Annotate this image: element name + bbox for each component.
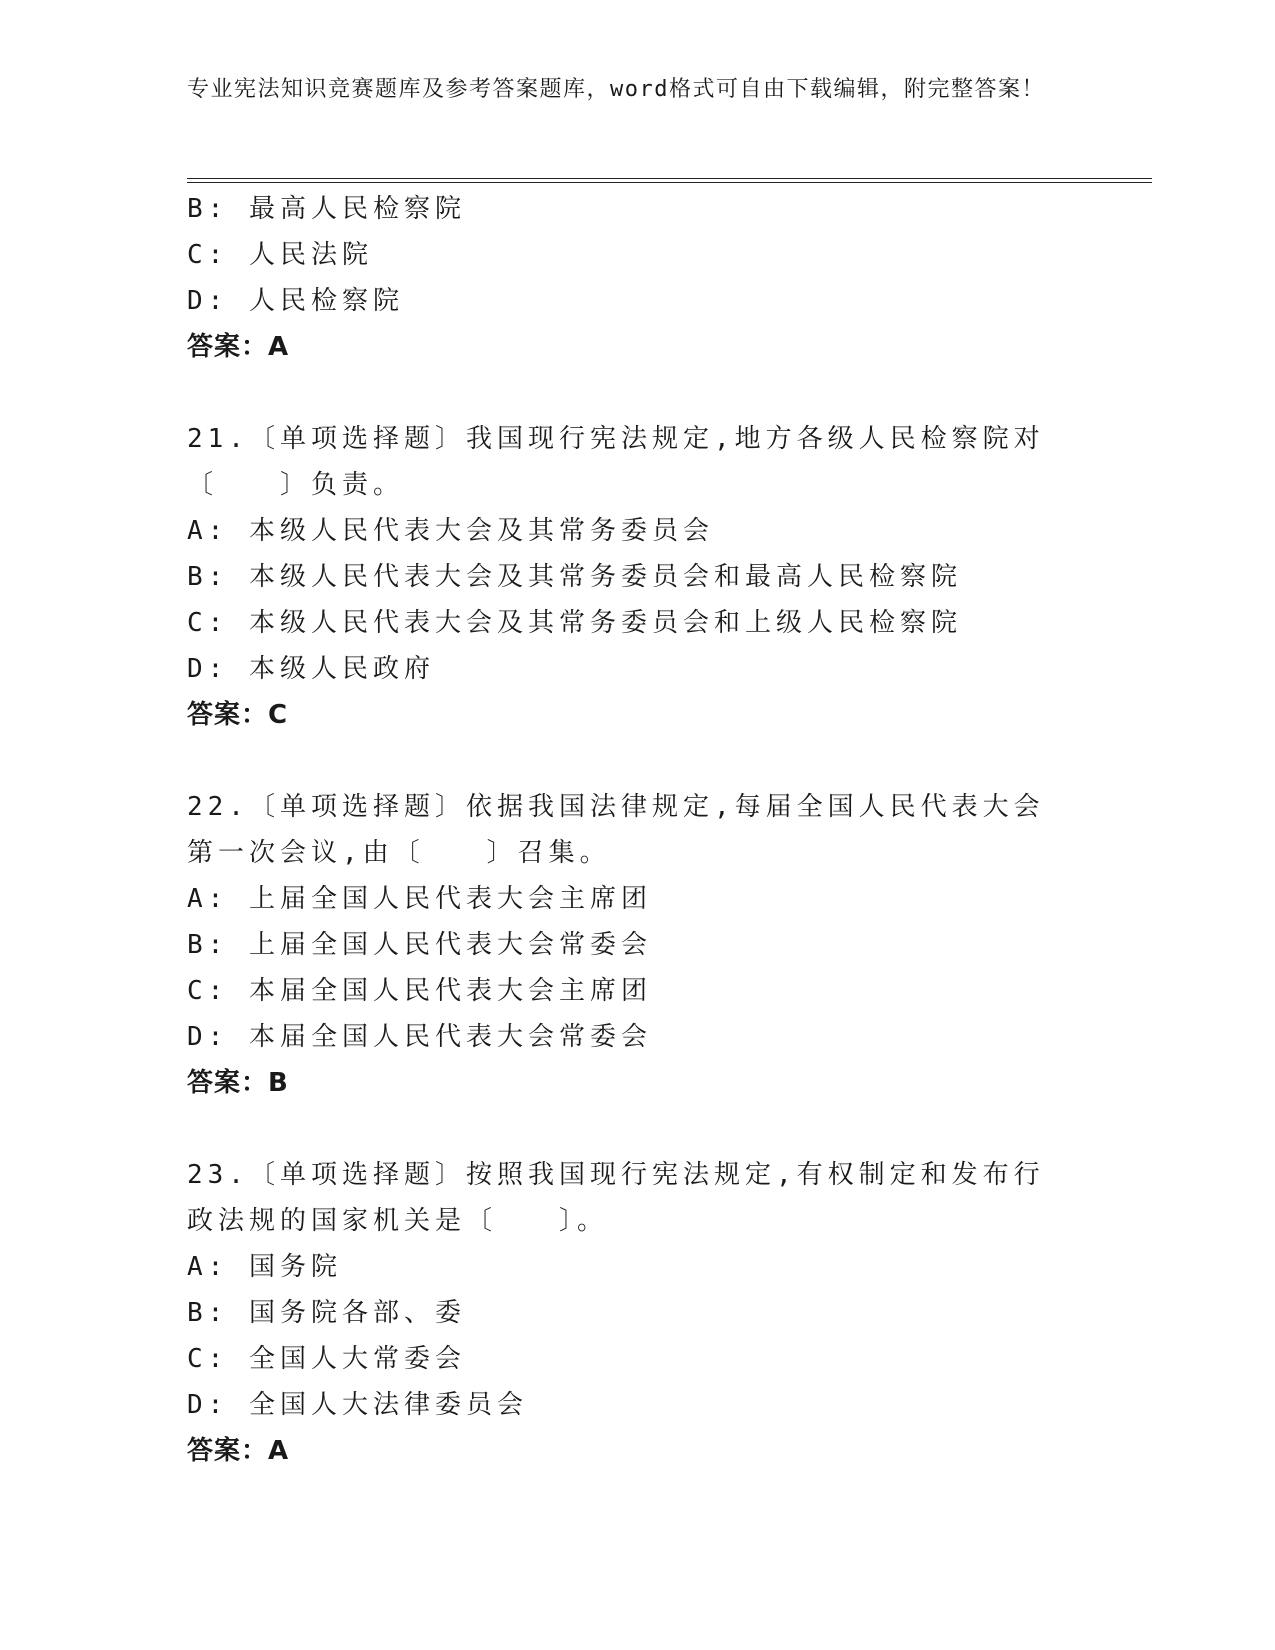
option-d: D: 本级人民政府 <box>187 654 435 684</box>
option-c: C: 本届全国人民代表大会主席团 <box>187 976 652 1006</box>
question-list <box>187 186 1067 1474</box>
answer-line: 答案：A <box>187 332 290 362</box>
page-header: 专业宪法知识竞赛题库及参考答案题库，word格式可自由下载编辑，附完整答案！ <box>187 77 1045 102</box>
answer-line: 答案：A <box>187 1436 290 1466</box>
option-b: B: 本级人民代表大会及其常务委员会和最高人民检察院 <box>187 562 962 592</box>
option-b: B: 上届全国人民代表大会常委会 <box>187 930 652 960</box>
question-text: 22.〔单项选择题〕依据我国法律规定,每届全国人民代表大会第一次会议,由〔 〕召集。 <box>187 792 1045 868</box>
option-c: C: 本级人民代表大会及其常务委员会和上级人民检察院 <box>187 608 962 638</box>
spacer <box>187 738 1067 784</box>
question-text: 21.〔单项选择题〕我国现行宪法规定,地方各级人民检察院对〔 〕负责。 <box>187 424 1045 500</box>
option-a: A: 上届全国人民代表大会主席团 <box>187 884 652 914</box>
spacer <box>187 1106 1067 1152</box>
option-a: A: 国务院 <box>187 1252 342 1282</box>
option-b: B: 最高人民检察院 <box>187 194 466 224</box>
question-text: 23.〔单项选择题〕按照我国现行宪法规定,有权制定和发布行政法规的国家机关是〔 〕。 <box>187 1160 1045 1236</box>
option-b: B: 国务院各部、委 <box>187 1298 466 1328</box>
option-c: C: 全国人大常委会 <box>187 1344 466 1374</box>
header-rule-top <box>187 178 1152 179</box>
option-d: D: 本届全国人民代表大会常委会 <box>187 1022 652 1052</box>
option-d: D: 人民检察院 <box>187 286 404 316</box>
header-rule-bottom <box>187 182 1152 183</box>
answer-line: 答案：C <box>187 700 289 730</box>
option-d: D: 全国人大法律委员会 <box>187 1390 528 1420</box>
option-a: A: 本级人民代表大会及其常务委员会 <box>187 516 714 546</box>
answer-line: 答案：B <box>187 1068 289 1098</box>
spacer <box>187 370 1067 416</box>
option-c: C: 人民法院 <box>187 240 373 270</box>
